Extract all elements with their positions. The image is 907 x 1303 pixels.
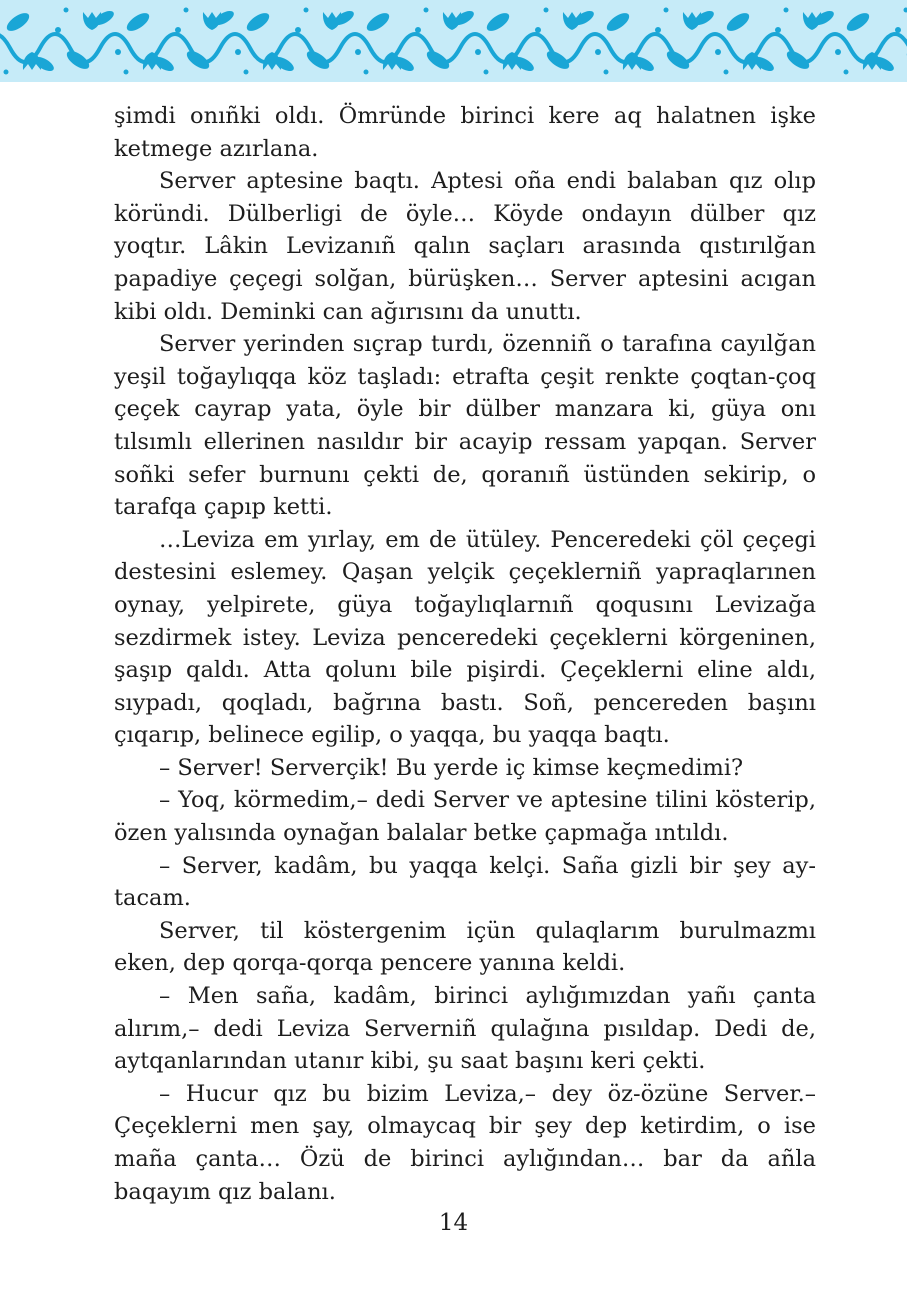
paragraph: şimdi onıñki oldı. Ömründe birinci kere aq halatnen işke ketmege azırlana. — [114, 103, 816, 162]
paragraph: …Leviza em yırlay, em de ütüley. Penceredeki çöl çeçegi destesini eslemey. Qaşan yelçik çeçeklerniñ yapraqlarınen oynay, yelpirete, güya toğaylıqlarnıñ qoqusını Levizağa sezdirmek istey. Leviza penceredeki çeçeklerni körgeninen, şaşıp qaldı. Atta qolunı bile pişirdi. Çeçeklerni eline aldı, sıypadı, qoqladı, bağrına bastı. Soñ, pencereden başını çıqarıp, belinece egilip, o yaqqa, bu yaqqa baqtı. — [114, 526, 816, 749]
paragraph: Server, til köstergenim içün qulaqlarım burulmazmı eken, dep qorqa-qorqa pencere yanına keldi. — [114, 917, 816, 977]
paragraph: Server aptesine baqtı. Aptesi oña endi balaban qız olıp köründi. Dülberligi de öyle… Köyde ondayın dülber qız yoqtır. Lâkin Levizanıñ qalın saçları arasında qıstırılğan papadiye çeçegi solğan, bürüşken… Server aptesini acıgan kibi oldı. Deminki can ağırısını da unuttı. — [114, 168, 816, 325]
page-body-text — [114, 100, 816, 1208]
page-number: 14 — [438, 1210, 469, 1236]
floral-ornament-icon — [0, 0, 907, 82]
paragraph: – Server! Serverçik! Bu yerde iç kimse keçmedimi? — [159, 754, 744, 781]
paragraph: – Men saña, kadâm, birinci aylığımızdan yañı çanta alırım,– dedi Leviza Serverniñ qulağına pısıldap. Dedi de, aytqanlarından utanır kibi, şu saat başını keri çekti. — [114, 983, 816, 1075]
floral-ornament-banner — [0, 0, 907, 82]
paragraph: Server yerinden sıçrap turdı, özenniñ o tarafına cayılğan yeşil toğaylıqqa köz taşladı: etrafta çeşit renkte çoqtan-çoq çeçek cayrap yata, öyle bir dülber manzara ki, güya onı tılsımlı ellerinen nasıldır bir acayip ressam yapqan. Server soñki sefer burnunı çekti de, qoranıñ üstünden sekirip, o tarafqa çapıp ketti. — [114, 331, 816, 521]
paragraph: – Hucur qız bu bizim Leviza,– dey öz-özüne Server.– Çeçeklerni men şay, olmaycaq bir şey dep ketirdim, o ise maña çanta… Özü de birinci aylığından… bar da añla baqayım qız balanı. — [114, 1080, 816, 1205]
paragraph: – Server, kadâm, bu yaqqa kelçi. Saña gizli bir şey aytacam. — [114, 852, 816, 912]
paragraph: – Yoq, körmedim,– dedi Server ve aptesine tilini kösterip, özen yalısında oynağan balalar betke çapmağa ıntıldı. — [114, 787, 816, 847]
